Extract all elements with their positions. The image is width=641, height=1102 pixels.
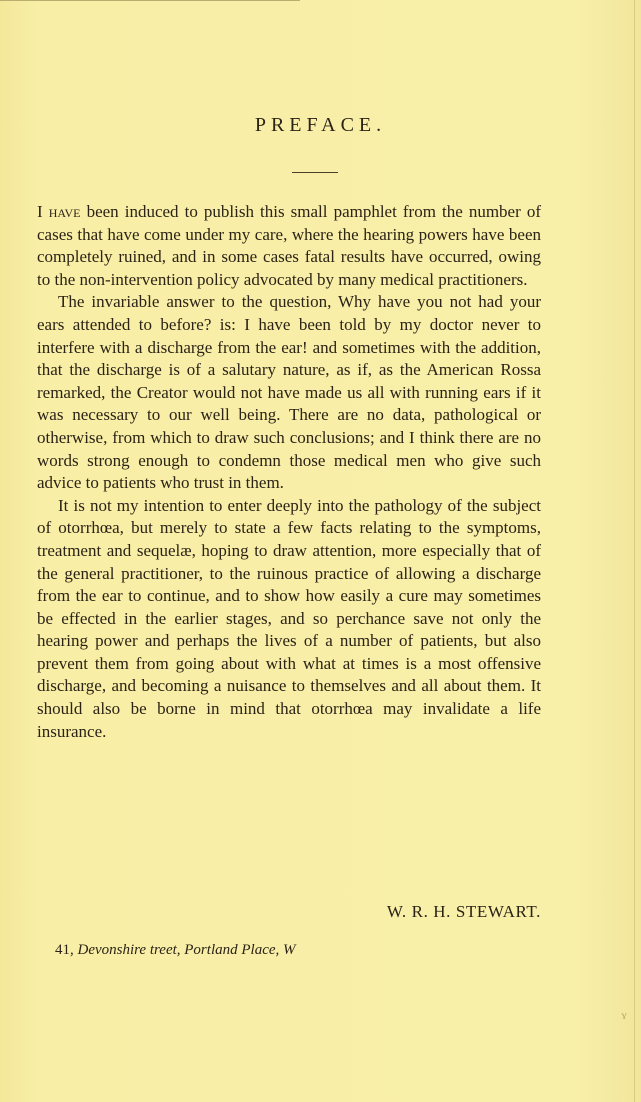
margin-mark: ʏ: [621, 1008, 627, 1022]
paragraph-3: It is not my intention to enter deeply into the pathology of the subject of otorrhœa, but merely to state a few facts relating to the symptoms, treatment and sequelæ, hoping to draw attention, more especially that of the general practitioner, to the ruinous practice of allowing a discharge from the ear to continue, and to show how easily a cure may sometimes be effected in the earlier stages, and so perchance save not only the hearing power and perhaps the lives of a number of patients, but also prevent them from going about with what at times is a most offensive discharge, and becoming a nuisance to themselves and all about them. It should also be borne in mind that otorrhœa may invalidate a life insurance.: [37, 495, 541, 741]
paragraph-1: [37, 201, 541, 291]
paragraph-1-text: been induced to publish this small pamphlet from the number of cases that have come under my care, where the hearing powers have been completely ruined, and in some cases fatal results have occurred, owing to the non-intervention policy advocated by many medical practitioners.: [37, 202, 541, 289]
paragraph-1-lead: I have: [37, 202, 81, 221]
address-street: Devonshire treet, Portland Place, W: [73, 942, 296, 958]
page-title: PREFACE.: [254, 114, 387, 136]
author-signature: W. R. H. STEWART.: [386, 902, 541, 921]
address-number: 41,: [55, 942, 74, 958]
top-edge-rule: [0, 0, 300, 1]
title-divider: [292, 172, 338, 173]
paragraph-2: The invariable answer to the question, Why have you not had your ears attended to before? is: I have been told by my doctor never to interfere with a discharge from the ear! and sometimes with the addition, that the discharge is of a salutary nature, as if, as the American Rossa remarked, the Creator would not have made us all with running ears if it was necessary to our well being. There are no data, pathological or otherwise, from which to draw such conclusions; and I think there are no words strong enough to condemn those medical men who give such advice to patients who trust in them.: [37, 292, 541, 493]
preface-body: [37, 201, 541, 743]
right-page-edge: [634, 0, 635, 1102]
author-address: [55, 942, 296, 959]
